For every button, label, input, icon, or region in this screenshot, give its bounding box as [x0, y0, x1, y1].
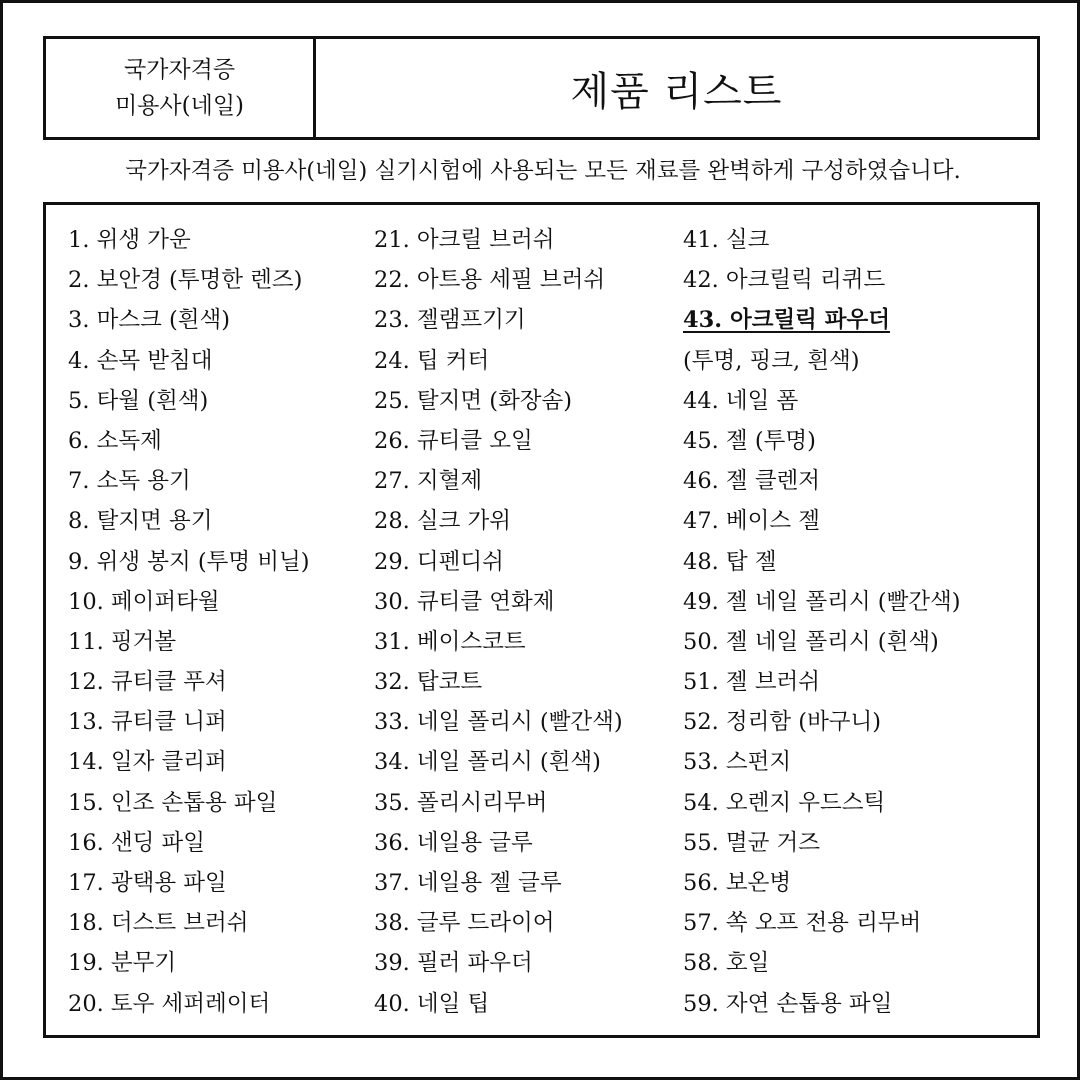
list-item: 12. 큐티클 푸셔 — [68, 669, 227, 696]
list-item: 26. 큐티클 오일 — [374, 427, 533, 454]
list-item: 13. 큐티클 니퍼 — [68, 709, 227, 736]
list-item-note: (투명, 핑크, 흰색) — [683, 347, 860, 374]
product-column-2 — [374, 220, 623, 1024]
list-item: 58. 호일 — [683, 950, 770, 977]
list-item: 41. 실크 — [683, 227, 770, 253]
product-list-box — [43, 202, 1040, 1038]
list-item: 18. 더스트 브러쉬 — [68, 910, 249, 937]
list-item: 4. 손목 받침대 — [68, 347, 213, 374]
list-item: 53. 스펀지 — [683, 749, 792, 776]
list-item: 5. 타월 (흰색) — [68, 387, 209, 414]
list-item: 37. 네일용 젤 글루 — [374, 870, 562, 896]
list-item: 24. 팁 커터 — [374, 347, 490, 374]
list-item: 28. 실크 가위 — [374, 508, 512, 535]
list-item: 29. 디펜디쉬 — [374, 548, 504, 575]
header-box — [43, 36, 1040, 140]
list-item: 34. 네일 폴리시 (흰색) — [374, 749, 601, 776]
badge-line-2: 미용사(네일) — [114, 93, 245, 119]
list-item: 16. 샌딩 파일 — [68, 829, 206, 856]
list-item: 14. 일자 클리퍼 — [68, 749, 227, 776]
list-item: 1. 위생 가운 — [68, 227, 191, 253]
list-item: 39. 필러 파우더 — [374, 950, 533, 977]
list-item: 15. 인조 손톱용 파일 — [68, 789, 278, 816]
list-item: 22. 아트용 세필 브러쉬 — [374, 267, 606, 294]
list-item: 33. 네일 폴리시 (빨간색) — [374, 709, 623, 736]
list-item: 57. 쏙 오프 전용 리무버 — [683, 910, 922, 937]
list-item: 20. 토우 세퍼레이터 — [68, 990, 271, 1017]
list-item: 2. 보안경 (투명한 렌즈) — [68, 267, 303, 294]
list-item: 11. 핑거볼 — [68, 628, 177, 655]
list-item-highlighted: 43. 아크릴릭 파우더 — [683, 307, 890, 334]
list-item: 55. 멸균 거즈 — [683, 829, 821, 856]
list-item: 27. 지혈제 — [374, 468, 483, 495]
list-item: 45. 젤 (투명) — [683, 427, 816, 454]
list-item: 54. 오렌지 우드스틱 — [683, 789, 886, 816]
certification-badge — [46, 39, 316, 137]
list-item: 30. 큐티클 연화제 — [374, 588, 555, 615]
list-item: 47. 베이스 젤 — [683, 508, 821, 535]
list-item: 17. 광택용 파일 — [68, 870, 227, 896]
list-item: 31. 베이스코트 — [374, 628, 526, 655]
list-item: 49. 젤 네일 폴리시 (빨간색) — [683, 588, 961, 615]
list-item: 42. 아크릴릭 리퀴드 — [683, 267, 886, 294]
list-item: 10. 페이퍼타월 — [68, 588, 220, 615]
list-item: 6. 소독제 — [68, 427, 162, 454]
page-title: 제품 리스트 — [570, 68, 783, 115]
list-item: 9. 위생 봉지 (투명 비닐) — [68, 548, 310, 575]
list-item: 32. 탑코트 — [374, 669, 483, 696]
list-item: 19. 분무기 — [68, 950, 177, 977]
list-item: 25. 탈지면 (화장솜) — [374, 387, 573, 414]
list-item: 36. 네일용 글루 — [374, 829, 533, 856]
list-item: 50. 젤 네일 폴리시 (흰색) — [683, 628, 939, 655]
list-item: 52. 정리함 (바구니) — [683, 709, 882, 736]
list-item: 38. 글루 드라이어 — [374, 910, 555, 937]
list-item: 48. 탑 젤 — [683, 548, 777, 575]
list-item: 8. 탈지면 용기 — [68, 508, 213, 535]
list-item: 46. 젤 클렌저 — [683, 468, 821, 495]
list-item: 59. 자연 손톱용 파일 — [683, 990, 893, 1017]
page-subtitle: 국가자격증 미용사(네일) 실기시험에 사용되는 모든 재료를 완벽하게 구성하였습니다. — [125, 158, 961, 184]
list-item: 23. 젤램프기기 — [374, 307, 526, 334]
list-item: 3. 마스크 (흰색) — [68, 307, 231, 334]
list-item: 7. 소독 용기 — [68, 468, 191, 495]
list-item: 40. 네일 팁 — [374, 990, 490, 1017]
product-column-3 — [683, 220, 961, 1024]
list-item: 51. 젤 브러쉬 — [683, 669, 821, 696]
badge-line-1: 국가자격증 — [123, 57, 236, 83]
list-item: 21. 아크릴 브러쉬 — [374, 227, 555, 253]
list-item: 44. 네일 폼 — [683, 387, 799, 414]
list-item: 35. 폴리시리무버 — [374, 789, 548, 816]
product-column-1 — [68, 220, 310, 1024]
list-item: 56. 보온병 — [683, 870, 792, 896]
